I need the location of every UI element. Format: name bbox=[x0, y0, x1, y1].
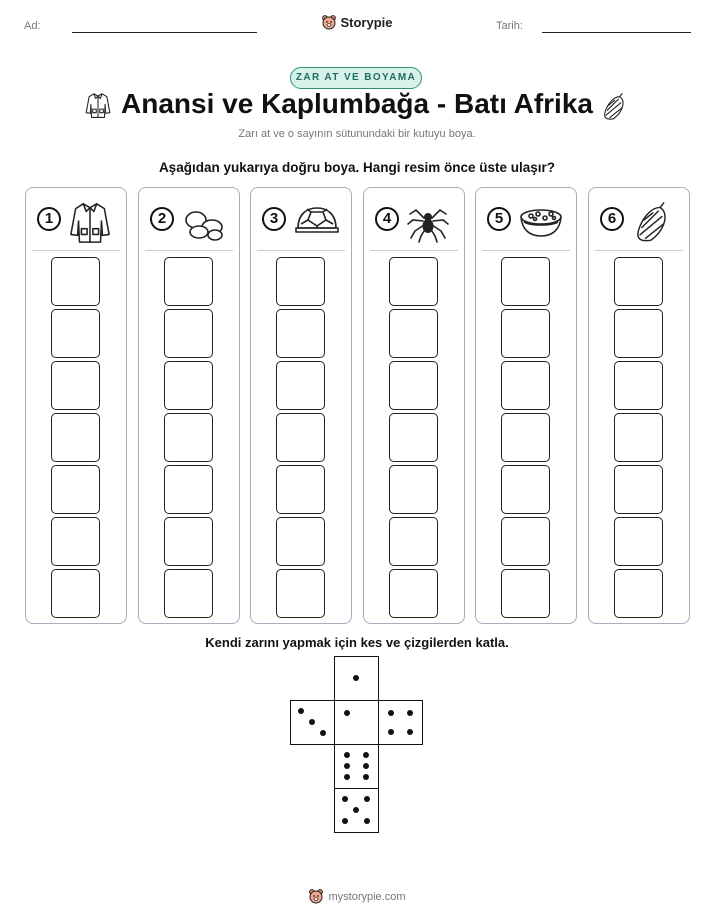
color-box[interactable] bbox=[614, 361, 663, 410]
column-4 bbox=[363, 187, 465, 624]
color-box[interactable] bbox=[614, 465, 663, 514]
column-5 bbox=[475, 187, 577, 624]
subtitle: Zarı at ve o sayının sütunundaki bir kutuyu boya. bbox=[238, 128, 476, 140]
die-pip bbox=[363, 763, 369, 769]
jacket-icon bbox=[68, 200, 112, 244]
color-box[interactable] bbox=[164, 517, 213, 566]
pinecone-icon bbox=[631, 200, 671, 244]
die-pip bbox=[364, 818, 370, 824]
name-line bbox=[72, 32, 257, 33]
column-divider bbox=[257, 250, 345, 251]
color-box[interactable] bbox=[389, 257, 438, 306]
brand-text: Storypie bbox=[340, 15, 393, 30]
die-pip bbox=[342, 796, 348, 802]
color-box[interactable] bbox=[501, 569, 550, 618]
color-box[interactable] bbox=[164, 309, 213, 358]
color-box[interactable] bbox=[276, 361, 325, 410]
color-box[interactable] bbox=[614, 413, 663, 462]
column-number: 6 bbox=[600, 207, 624, 231]
die-face-4 bbox=[378, 700, 423, 745]
die-pip bbox=[344, 752, 350, 758]
color-box[interactable] bbox=[276, 413, 325, 462]
activity-badge: ZAR AT VE BOYAMA bbox=[290, 67, 422, 89]
column-number: 1 bbox=[37, 207, 61, 231]
brand bbox=[0, 14, 714, 30]
color-box[interactable] bbox=[164, 465, 213, 514]
color-box[interactable] bbox=[501, 413, 550, 462]
color-box[interactable] bbox=[614, 257, 663, 306]
die-pip bbox=[388, 710, 394, 716]
die-pip bbox=[298, 708, 304, 714]
column-number: 3 bbox=[262, 207, 286, 231]
color-box[interactable] bbox=[501, 257, 550, 306]
die-pip bbox=[342, 818, 348, 824]
color-box[interactable] bbox=[164, 257, 213, 306]
column-6 bbox=[588, 187, 690, 624]
instruction: Aşağıdan yukarıya doğru boya. Hangi resim önce üste ulaşır? bbox=[158, 160, 556, 175]
column-divider bbox=[370, 250, 458, 251]
die-pip bbox=[344, 763, 350, 769]
die-pip bbox=[344, 774, 350, 780]
date-label: Tarih: bbox=[496, 20, 523, 32]
die-face-1 bbox=[334, 700, 379, 745]
color-box[interactable] bbox=[501, 517, 550, 566]
die-pip bbox=[363, 752, 369, 758]
color-box[interactable] bbox=[389, 361, 438, 410]
color-box[interactable] bbox=[389, 309, 438, 358]
die-face-1 bbox=[334, 656, 379, 701]
color-box[interactable] bbox=[389, 465, 438, 514]
color-box[interactable] bbox=[164, 361, 213, 410]
color-box[interactable] bbox=[614, 569, 663, 618]
column-divider bbox=[32, 250, 120, 251]
die-pip bbox=[344, 710, 350, 716]
color-box[interactable] bbox=[51, 413, 100, 462]
color-box[interactable] bbox=[389, 413, 438, 462]
color-box[interactable] bbox=[276, 465, 325, 514]
color-box[interactable] bbox=[501, 361, 550, 410]
color-box[interactable] bbox=[389, 569, 438, 618]
color-box[interactable] bbox=[276, 309, 325, 358]
color-box[interactable] bbox=[51, 257, 100, 306]
die-pip bbox=[364, 796, 370, 802]
die-face-6 bbox=[334, 744, 379, 789]
color-box[interactable] bbox=[51, 569, 100, 618]
color-box[interactable] bbox=[276, 569, 325, 618]
die-pip bbox=[407, 729, 413, 735]
die-pip bbox=[320, 730, 326, 736]
column-1 bbox=[25, 187, 127, 624]
column-divider bbox=[145, 250, 233, 251]
soup-bowl-icon bbox=[518, 200, 564, 244]
die-face-3 bbox=[290, 700, 335, 745]
date-line bbox=[542, 32, 691, 33]
color-box[interactable] bbox=[501, 309, 550, 358]
spider-icon bbox=[406, 200, 450, 244]
storypie-logo-icon bbox=[321, 14, 337, 30]
color-box[interactable] bbox=[614, 309, 663, 358]
name-label: Ad: bbox=[24, 20, 41, 32]
column-number: 4 bbox=[375, 207, 399, 231]
color-box[interactable] bbox=[501, 465, 550, 514]
footer bbox=[0, 888, 714, 904]
color-box[interactable] bbox=[51, 465, 100, 514]
page-title: Anansi ve Kaplumbağa - Batı Afrika bbox=[121, 88, 593, 119]
die-pip bbox=[363, 774, 369, 780]
column-divider bbox=[482, 250, 570, 251]
color-box[interactable] bbox=[51, 361, 100, 410]
die-pip bbox=[353, 807, 359, 813]
footer-url[interactable]: mystorypie.com bbox=[328, 891, 406, 903]
die-pip bbox=[388, 729, 394, 735]
stones-icon bbox=[181, 200, 225, 244]
die-pip bbox=[309, 719, 315, 725]
pinecone-icon bbox=[600, 91, 627, 122]
die-caption: Kendi zarını yapmak için kes ve çizgilerden katla. bbox=[205, 635, 509, 650]
die-pip bbox=[407, 710, 413, 716]
column-number: 5 bbox=[487, 207, 511, 231]
column-divider bbox=[595, 250, 683, 251]
color-box[interactable] bbox=[276, 517, 325, 566]
color-box[interactable] bbox=[164, 413, 213, 462]
color-box[interactable] bbox=[276, 257, 325, 306]
column-2 bbox=[138, 187, 240, 624]
color-box[interactable] bbox=[51, 517, 100, 566]
color-box[interactable] bbox=[389, 517, 438, 566]
column-number: 2 bbox=[150, 207, 174, 231]
storypie-logo-icon bbox=[308, 888, 324, 904]
column-3 bbox=[250, 187, 352, 624]
color-box[interactable] bbox=[164, 569, 213, 618]
color-box[interactable] bbox=[51, 309, 100, 358]
die-face-5 bbox=[334, 788, 379, 833]
turtle-shell-icon bbox=[293, 200, 341, 244]
color-box[interactable] bbox=[614, 517, 663, 566]
die-pip bbox=[353, 675, 359, 681]
